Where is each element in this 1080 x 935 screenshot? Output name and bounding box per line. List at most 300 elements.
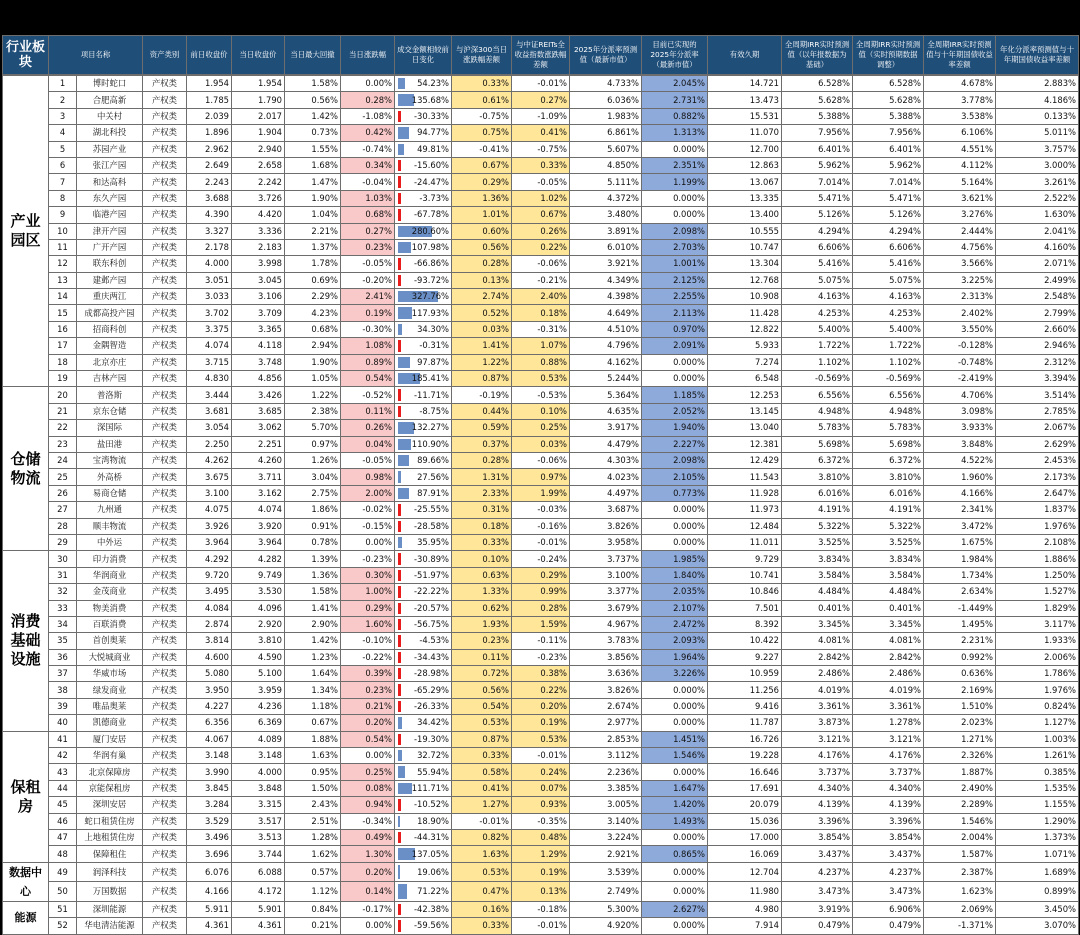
value-cell: 0.03% [452, 321, 512, 337]
value-cell: 3.687% [570, 502, 642, 518]
value-cell: 5.698% [782, 436, 853, 452]
volume-change-bar [398, 750, 402, 761]
value-cell: 3.715 [187, 354, 232, 370]
value-cell: 0.68% [285, 321, 341, 337]
volume-change-bar [398, 144, 404, 155]
value-cell: 0.22% [512, 239, 570, 255]
value-cell: -0.53% [512, 387, 570, 403]
value-cell: 0.63% [452, 567, 512, 583]
row-index: 35 [49, 633, 77, 649]
project-name: 华润商业 [77, 567, 143, 583]
table-row [3, 289, 1079, 305]
value-cell: 2.045% [642, 76, 708, 92]
header-cell: 成交金额相较前日变化 [395, 36, 452, 75]
volume-change-bar [398, 865, 400, 880]
value-cell: 2.236% [570, 764, 642, 780]
table-row [3, 862, 1079, 882]
volume-change-bar [398, 570, 401, 581]
value-cell: 3.950 [187, 682, 232, 698]
table-row [3, 567, 1079, 583]
value-cell: 5.628% [782, 92, 853, 108]
value-cell: -0.18% [512, 901, 570, 917]
asset-class: 产权类 [143, 780, 187, 796]
value-cell: 4.236 [232, 698, 285, 714]
value-cell: 4.484% [853, 584, 924, 600]
value-cell: 3.891% [570, 223, 642, 239]
project-name: 顺丰物流 [77, 518, 143, 534]
project-name: 厦门安居 [77, 731, 143, 747]
value-cell: 3.162 [232, 485, 285, 501]
value-cell: 5.607% [570, 141, 642, 157]
value-cell: 10.422 [708, 633, 782, 649]
volume-change-bar [398, 176, 401, 187]
value-cell: 0.67% [285, 715, 341, 731]
header-cell: 全周期IRR实时预测值（实时预期数据调整） [853, 36, 924, 75]
value-cell: 2.94% [285, 338, 341, 354]
value-cell: 3.810% [853, 469, 924, 485]
value-cell [395, 600, 452, 616]
value-cell: -0.22% [341, 649, 395, 665]
value-cell: 3.845 [187, 780, 232, 796]
value-cell: 1.22% [452, 354, 512, 370]
value-cell [395, 813, 452, 829]
value-cell: 3.525% [853, 534, 924, 550]
value-cell: 15.531 [708, 108, 782, 124]
value-cell: 13.473 [708, 92, 782, 108]
value-cell: 2.75% [285, 485, 341, 501]
value-cell: 1.976% [996, 682, 1079, 698]
value-cell: 13.335 [708, 190, 782, 206]
value-cell: 16.726 [708, 731, 782, 747]
volume-change-value: -42.38% [414, 903, 449, 914]
value-cell: 5.388% [853, 108, 924, 124]
value-cell: 1.23% [285, 649, 341, 665]
value-cell: 5.364% [570, 387, 642, 403]
value-cell: 11.256 [708, 682, 782, 698]
value-cell: 8.392 [708, 616, 782, 632]
volume-change-bar [398, 193, 401, 204]
value-cell: 0.99% [512, 584, 570, 600]
volume-change-bar [398, 439, 411, 450]
value-cell: 0.39% [341, 666, 395, 682]
value-cell: 3.426 [232, 387, 285, 403]
value-cell [395, 862, 452, 882]
volume-change-value: -28.58% [414, 520, 449, 531]
value-cell: 5.783% [782, 420, 853, 436]
asset-class: 产权类 [143, 682, 187, 698]
volume-change-value: -20.57% [414, 602, 449, 613]
value-cell: -0.128% [924, 338, 996, 354]
value-cell: 1.50% [285, 780, 341, 796]
volume-change-bar [398, 160, 401, 171]
row-index: 22 [49, 420, 77, 436]
volume-change-bar [398, 275, 401, 286]
value-cell: 17.691 [708, 780, 782, 796]
value-cell [395, 420, 452, 436]
value-cell: 3.584% [853, 567, 924, 583]
value-cell: 1.39% [285, 551, 341, 567]
value-cell: 0.24% [512, 764, 570, 780]
value-cell: 2.629% [996, 436, 1079, 452]
value-cell: 3.514% [996, 387, 1079, 403]
value-cell: 0.000% [642, 764, 708, 780]
value-cell: 1.510% [924, 698, 996, 714]
value-cell: 4.074 [187, 338, 232, 354]
value-cell: 1.41% [452, 338, 512, 354]
value-cell [395, 715, 452, 731]
value-cell: -0.35% [512, 813, 570, 829]
value-cell: 0.04% [341, 436, 395, 452]
asset-class: 产权类 [143, 485, 187, 501]
value-cell: 0.28% [341, 92, 395, 108]
value-cell: 0.69% [285, 272, 341, 288]
table-row [3, 141, 1079, 157]
volume-change-bar [398, 904, 401, 915]
value-cell: 4.361 [187, 918, 232, 934]
table-row [3, 207, 1079, 223]
value-cell [395, 502, 452, 518]
value-cell: 4.176% [782, 748, 853, 764]
value-cell: 4.372% [570, 190, 642, 206]
value-cell: -0.05% [341, 256, 395, 272]
value-cell: 1.29% [512, 846, 570, 862]
value-cell: 0.38% [512, 666, 570, 682]
header-cell: 行业板块 [3, 36, 49, 75]
value-cell: 3.538% [924, 108, 996, 124]
value-cell: 6.369 [232, 715, 285, 731]
value-cell: 6.556% [782, 387, 853, 403]
value-cell: 0.07% [512, 780, 570, 796]
value-cell: -0.17% [341, 901, 395, 917]
value-cell: 11.011 [708, 534, 782, 550]
value-cell: 4.294% [782, 223, 853, 239]
value-cell: 3.112% [570, 748, 642, 764]
value-cell: 12.381 [708, 436, 782, 452]
header-cell: 当日最大回撤 [285, 36, 341, 75]
value-cell [395, 666, 452, 682]
value-cell: 1.071% [996, 846, 1079, 862]
value-cell: 3.529 [187, 813, 232, 829]
table-row [3, 682, 1079, 698]
value-cell: 2.486% [853, 666, 924, 682]
value-cell: 0.479% [782, 918, 853, 934]
value-cell [395, 682, 452, 698]
value-cell: 2.108% [996, 534, 1079, 550]
value-cell: -0.01% [512, 534, 570, 550]
value-cell: 0.56% [452, 682, 512, 698]
volume-change-value: -19.30% [414, 733, 449, 744]
value-cell: 2.402% [924, 305, 996, 321]
value-cell: 3.810% [782, 469, 853, 485]
volume-change-bar [398, 783, 412, 794]
value-cell: 2.883% [996, 76, 1079, 92]
table-row [3, 174, 1079, 190]
value-cell: 4.756% [924, 239, 996, 255]
value-cell: 3.276% [924, 207, 996, 223]
value-cell: 2.091% [642, 338, 708, 354]
row-index: 47 [49, 829, 77, 845]
value-cell: 4.294% [853, 223, 924, 239]
value-cell: 0.97% [512, 469, 570, 485]
value-cell: 4.112% [924, 157, 996, 173]
row-index: 34 [49, 616, 77, 632]
value-cell: 0.54% [452, 698, 512, 714]
value-cell: 1.36% [452, 190, 512, 206]
value-cell: 0.33% [512, 157, 570, 173]
value-cell: 1.985% [642, 551, 708, 567]
volume-change-value: 34.42% [417, 717, 449, 728]
value-cell: 4.019% [853, 682, 924, 698]
value-cell: 3.224% [570, 829, 642, 845]
value-cell: 2.522% [996, 190, 1079, 206]
value-cell: 0.52% [452, 305, 512, 321]
value-cell: -0.23% [341, 551, 395, 567]
value-cell: 4.172 [232, 882, 285, 902]
value-cell: 0.68% [341, 207, 395, 223]
value-cell: 0.56% [285, 92, 341, 108]
value-cell: 1.102% [782, 354, 853, 370]
value-cell: 2.627% [642, 901, 708, 917]
value-cell: 3.921% [570, 256, 642, 272]
value-cell [395, 207, 452, 223]
table-row [3, 764, 1079, 780]
table-row [3, 715, 1079, 731]
value-cell: 11.928 [708, 485, 782, 501]
value-cell: -0.75% [452, 108, 512, 124]
value-cell: 0.23% [341, 682, 395, 698]
value-cell: 0.93% [512, 797, 570, 813]
project-name: 联东科创 [77, 256, 143, 272]
row-index: 14 [49, 289, 77, 305]
value-cell: 2.548% [996, 289, 1079, 305]
table-row [3, 813, 1079, 829]
asset-class: 产权类 [143, 174, 187, 190]
asset-class: 产权类 [143, 715, 187, 731]
table-row [3, 420, 1079, 436]
value-cell: 10.741 [708, 567, 782, 583]
volume-change-value: 19.06% [417, 866, 449, 877]
value-cell: 7.914 [708, 918, 782, 934]
value-cell: 3.783% [570, 633, 642, 649]
volume-change-value: 111.71% [411, 782, 449, 793]
value-cell: 0.47% [452, 882, 512, 902]
value-cell: 4.176% [853, 748, 924, 764]
value-cell: 3.284 [187, 797, 232, 813]
value-cell: 1.47% [285, 174, 341, 190]
project-name: 博时蛇口 [77, 76, 143, 92]
value-cell: 1.261% [996, 748, 1079, 764]
value-cell: 2.071% [996, 256, 1079, 272]
value-cell: 4.948% [782, 403, 853, 419]
value-cell: 0.78% [285, 534, 341, 550]
value-cell: 3.000% [996, 157, 1079, 173]
value-cell: 0.82% [452, 829, 512, 845]
volume-change-value: 49.81% [417, 143, 449, 154]
row-index: 21 [49, 403, 77, 419]
volume-change-bar [398, 816, 400, 827]
value-cell [395, 403, 452, 419]
value-cell: 17.000 [708, 829, 782, 845]
value-cell: 0.59% [452, 420, 512, 436]
value-cell: 0.67% [452, 157, 512, 173]
value-cell: 0.10% [452, 551, 512, 567]
value-cell: 3.917% [570, 420, 642, 436]
volume-change-value: 117.93% [411, 307, 449, 318]
value-cell: 0.000% [642, 190, 708, 206]
row-index: 51 [49, 901, 77, 917]
value-cell: 2.255% [642, 289, 708, 305]
value-cell: 3.345% [782, 616, 853, 632]
row-index: 25 [49, 469, 77, 485]
value-cell: -0.24% [512, 551, 570, 567]
header-cell: 目前已实现的2025年分派率（最新市值） [642, 36, 708, 75]
value-cell: 2.093% [642, 633, 708, 649]
project-name: 宝湾物流 [77, 452, 143, 468]
row-index: 38 [49, 682, 77, 698]
value-cell: 14.721 [708, 76, 782, 92]
value-cell: 0.30% [341, 567, 395, 583]
value-cell: 0.89% [341, 354, 395, 370]
value-cell: 6.036% [570, 92, 642, 108]
value-cell: 13.400 [708, 207, 782, 223]
value-cell [395, 371, 452, 387]
value-cell: 3.685 [232, 403, 285, 419]
value-cell: 3.473% [782, 882, 853, 902]
volume-change-value: 32.72% [417, 750, 449, 761]
value-cell: 2.341% [924, 502, 996, 518]
value-cell: 2.799% [996, 305, 1079, 321]
project-name: 盐田港 [77, 436, 143, 452]
value-cell [395, 108, 452, 124]
value-cell: 3.375 [187, 321, 232, 337]
value-cell: 3.148 [232, 748, 285, 764]
value-cell: 2.486% [782, 666, 853, 682]
row-index: 30 [49, 551, 77, 567]
value-cell: 0.00% [341, 76, 395, 92]
value-cell: 3.225% [924, 272, 996, 288]
value-cell: 6.528% [853, 76, 924, 92]
value-cell: 0.27% [341, 223, 395, 239]
volume-change-bar [398, 652, 401, 663]
project-name: 保障租住 [77, 846, 143, 862]
header-cell: 前日收盘价 [187, 36, 232, 75]
asset-class: 产权类 [143, 338, 187, 354]
volume-change-bar [398, 78, 405, 89]
value-cell: 4.479% [570, 436, 642, 452]
asset-class: 产权类 [143, 436, 187, 452]
asset-class: 产权类 [143, 256, 187, 272]
volume-change-value: -8.75% [419, 406, 449, 416]
value-cell: 0.19% [512, 862, 570, 882]
value-cell [395, 764, 452, 780]
value-cell: 1.722% [853, 338, 924, 354]
table-row [3, 797, 1079, 813]
volume-change-bar [398, 521, 401, 532]
value-cell: 3.480% [570, 207, 642, 223]
value-cell: 5.783% [853, 420, 924, 436]
value-cell: 13.145 [708, 403, 782, 419]
value-cell: 10.747 [708, 239, 782, 255]
table-row [3, 600, 1079, 616]
value-cell: 6.861% [570, 125, 642, 141]
value-cell: 7.274 [708, 354, 782, 370]
volume-change-bar [398, 619, 401, 630]
value-cell: 1.887% [924, 764, 996, 780]
volume-change-bar [398, 471, 401, 482]
asset-class: 产权类 [143, 92, 187, 108]
value-cell: 1.102% [853, 354, 924, 370]
project-name: 京东仓储 [77, 403, 143, 419]
project-name: 大悦城商业 [77, 649, 143, 665]
value-cell: 1.08% [341, 338, 395, 354]
value-cell: 4.303% [570, 452, 642, 468]
value-cell: 1.785 [187, 92, 232, 108]
value-cell: 7.956% [782, 125, 853, 141]
value-cell: 1.185% [642, 387, 708, 403]
value-cell: 2.098% [642, 223, 708, 239]
value-cell: -0.21% [512, 272, 570, 288]
project-name: 华电清洁能源 [77, 918, 143, 934]
value-cell: 4.856 [232, 371, 285, 387]
volume-change-bar [398, 127, 409, 138]
value-cell: 3.964 [187, 534, 232, 550]
value-cell: 5.011% [996, 125, 1079, 141]
value-cell: 1.630% [996, 207, 1079, 223]
value-cell: 1.250% [996, 567, 1079, 583]
value-cell: -0.01% [452, 813, 512, 829]
row-index: 19 [49, 371, 77, 387]
value-cell: 2.921% [570, 846, 642, 862]
value-cell: 4.649% [570, 305, 642, 321]
row-index: 43 [49, 764, 77, 780]
value-cell: 0.11% [341, 403, 395, 419]
volume-change-value: 94.77% [417, 127, 449, 138]
volume-change-bar [398, 537, 402, 548]
value-cell: 2.444% [924, 223, 996, 239]
table-row [3, 666, 1079, 682]
value-cell [395, 797, 452, 813]
value-cell [395, 338, 452, 354]
asset-class: 产权类 [143, 551, 187, 567]
asset-class: 产权类 [143, 289, 187, 305]
value-cell: 1.933% [996, 633, 1079, 649]
value-cell: 3.121% [853, 731, 924, 747]
value-cell: 3.933% [924, 420, 996, 436]
value-cell: 0.94% [341, 797, 395, 813]
table-row [3, 633, 1079, 649]
value-cell: 4.253% [853, 305, 924, 321]
table-row [3, 846, 1079, 862]
value-cell: 9.729 [708, 551, 782, 567]
value-cell: -0.34% [341, 813, 395, 829]
value-cell: 3.702 [187, 305, 232, 321]
value-cell: 2.946% [996, 338, 1079, 354]
volume-change-bar [398, 488, 409, 499]
value-cell: 1.05% [285, 371, 341, 387]
value-cell: 1.31% [452, 469, 512, 485]
value-cell: 1.546% [924, 813, 996, 829]
project-name: 成都高投产园 [77, 305, 143, 321]
value-cell: 5.388% [782, 108, 853, 124]
value-cell: 4.089 [232, 731, 285, 747]
value-cell: 1.63% [285, 748, 341, 764]
value-cell: 12.253 [708, 387, 782, 403]
table-row [3, 321, 1079, 337]
value-cell: 3.848% [924, 436, 996, 452]
value-cell: 6.906% [853, 901, 924, 917]
project-name: 外高桥 [77, 469, 143, 485]
asset-class: 产权类 [143, 518, 187, 534]
